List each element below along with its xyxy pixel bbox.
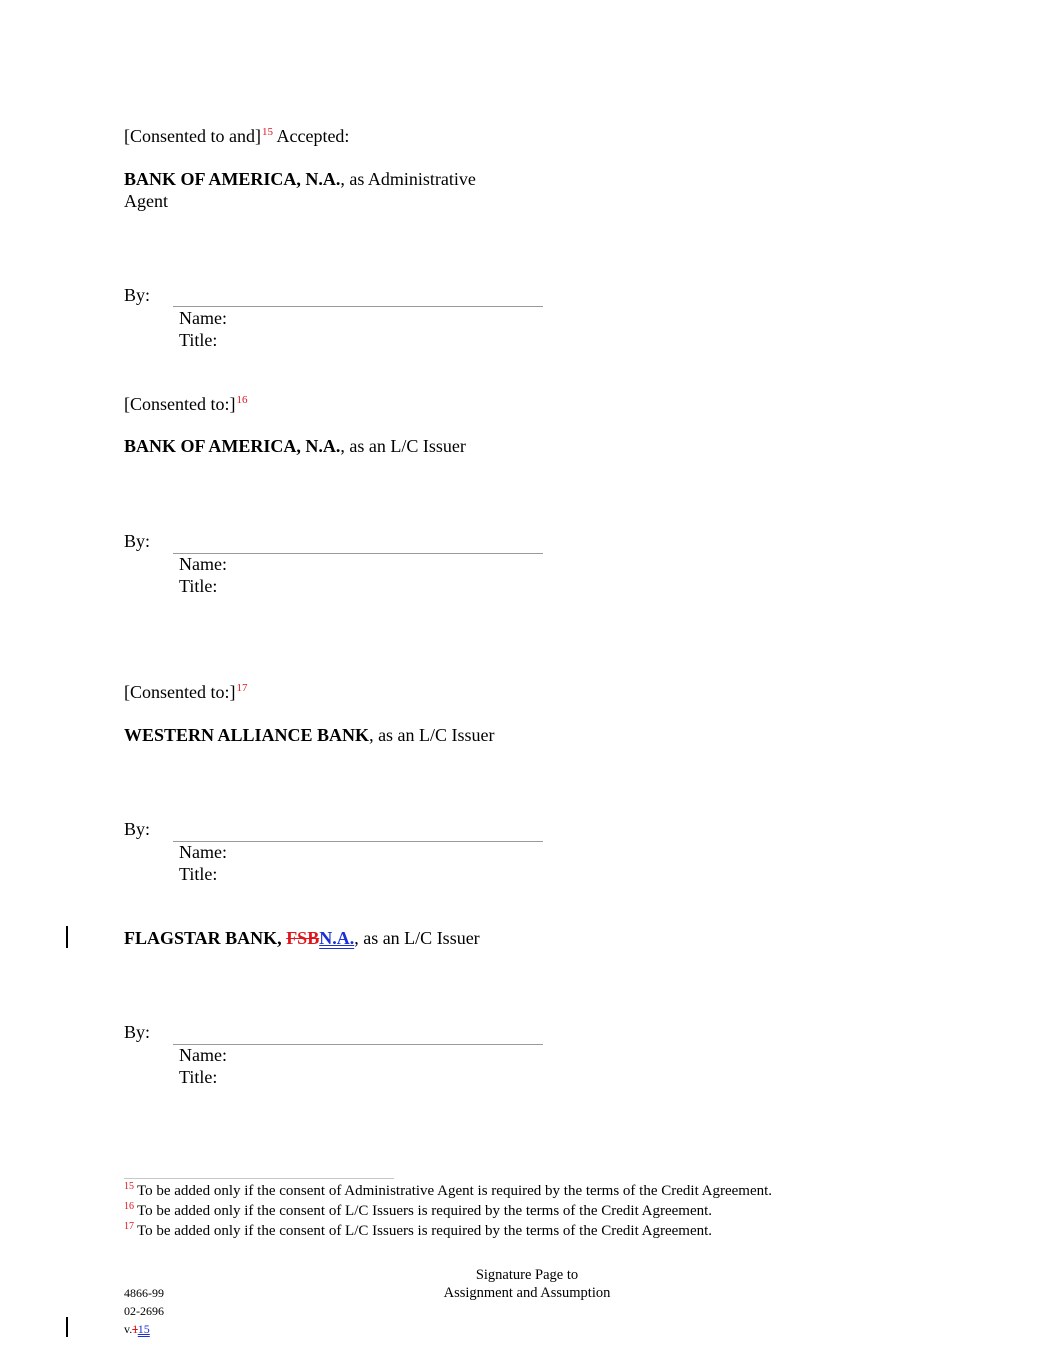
consent-heading-text: [Consented to:]	[124, 682, 236, 702]
title-label: Title:	[179, 330, 218, 350]
consent-heading-suffix: Accepted:	[272, 126, 350, 146]
inserted-text: 15	[137, 1322, 150, 1336]
name-label: Name:	[179, 842, 227, 862]
name-label: Name:	[179, 1045, 227, 1065]
entity-role: , as an L/C Issuer	[369, 725, 495, 745]
entity-line	[124, 435, 466, 457]
footnote-text: To be added only if the consent of L/C Issuers is required by the terms of the Credit Agreement.	[137, 1203, 713, 1219]
consent-heading-1	[124, 125, 349, 150]
by-label: By:	[124, 819, 151, 839]
entity-line	[124, 168, 476, 190]
entity-line	[124, 724, 495, 746]
document-id-line: 02-2696	[124, 1304, 164, 1318]
footnote-number: 17	[124, 1221, 134, 1232]
change-bar	[66, 926, 68, 948]
entity-role: , as an L/C Issuer	[340, 436, 466, 456]
version-number	[124, 1320, 164, 1338]
entity-role: , as an L/C Issuer	[354, 928, 480, 948]
document-id-line: 4866-99	[124, 1286, 164, 1300]
footnote-text: To be added only if the consent of Administrative Agent is required by the terms of the Credit Agreement.	[137, 1183, 773, 1199]
title-label: Title:	[179, 1067, 218, 1087]
footer-title-line: Assignment and Assumption	[443, 1285, 611, 1301]
footnote-number: 15	[124, 1181, 134, 1192]
footnote-text: To be added only if the consent of L/C Issuers is required by the terms of the Credit Agreement.	[137, 1223, 713, 1239]
deleted-text: 1	[132, 1322, 138, 1336]
signature-line[interactable]	[173, 306, 543, 307]
footnote-ref[interactable]: 17	[236, 682, 248, 694]
by-label: By:	[124, 285, 151, 305]
footnote-ref[interactable]: 15	[261, 126, 273, 138]
entity-name: WESTERN ALLIANCE BANK	[124, 725, 370, 745]
signature-line[interactable]	[173, 553, 543, 554]
consent-heading-2	[124, 393, 247, 418]
footnote	[124, 1181, 772, 1203]
footnote-number: 16	[124, 1201, 134, 1212]
signature-line[interactable]	[173, 841, 543, 842]
entity-line	[124, 927, 480, 949]
name-label: Name:	[179, 308, 227, 328]
title-label: Title:	[179, 864, 218, 884]
page-footer-title	[377, 1266, 677, 1302]
change-bar	[66, 1317, 68, 1337]
entity-name: FLAGSTAR BANK,	[124, 928, 287, 948]
deleted-text: FSB	[286, 928, 320, 948]
footnote-separator	[124, 1178, 394, 1179]
entity-name: BANK OF AMERICA, N.A.	[124, 169, 341, 189]
footnote	[124, 1201, 712, 1223]
footnote	[124, 1221, 712, 1243]
consent-heading-3	[124, 681, 247, 706]
version-prefix: v.	[124, 1322, 133, 1336]
inserted-text: N.A.	[319, 928, 355, 948]
by-label: By:	[124, 531, 151, 551]
document-id	[124, 1284, 164, 1338]
footer-title-line: Signature Page to	[475, 1267, 579, 1283]
title-label: Title:	[179, 576, 218, 596]
entity-role-continued: Agent	[124, 191, 168, 211]
consent-heading-text: [Consented to and]	[124, 126, 261, 146]
entity-role: , as Administrative	[340, 169, 476, 189]
entity-name: BANK OF AMERICA, N.A.	[124, 436, 341, 456]
consent-heading-text: [Consented to:]	[124, 394, 236, 414]
name-label: Name:	[179, 554, 227, 574]
by-label: By:	[124, 1022, 151, 1042]
footnote-ref[interactable]: 16	[236, 394, 248, 406]
signature-line[interactable]	[173, 1044, 543, 1045]
